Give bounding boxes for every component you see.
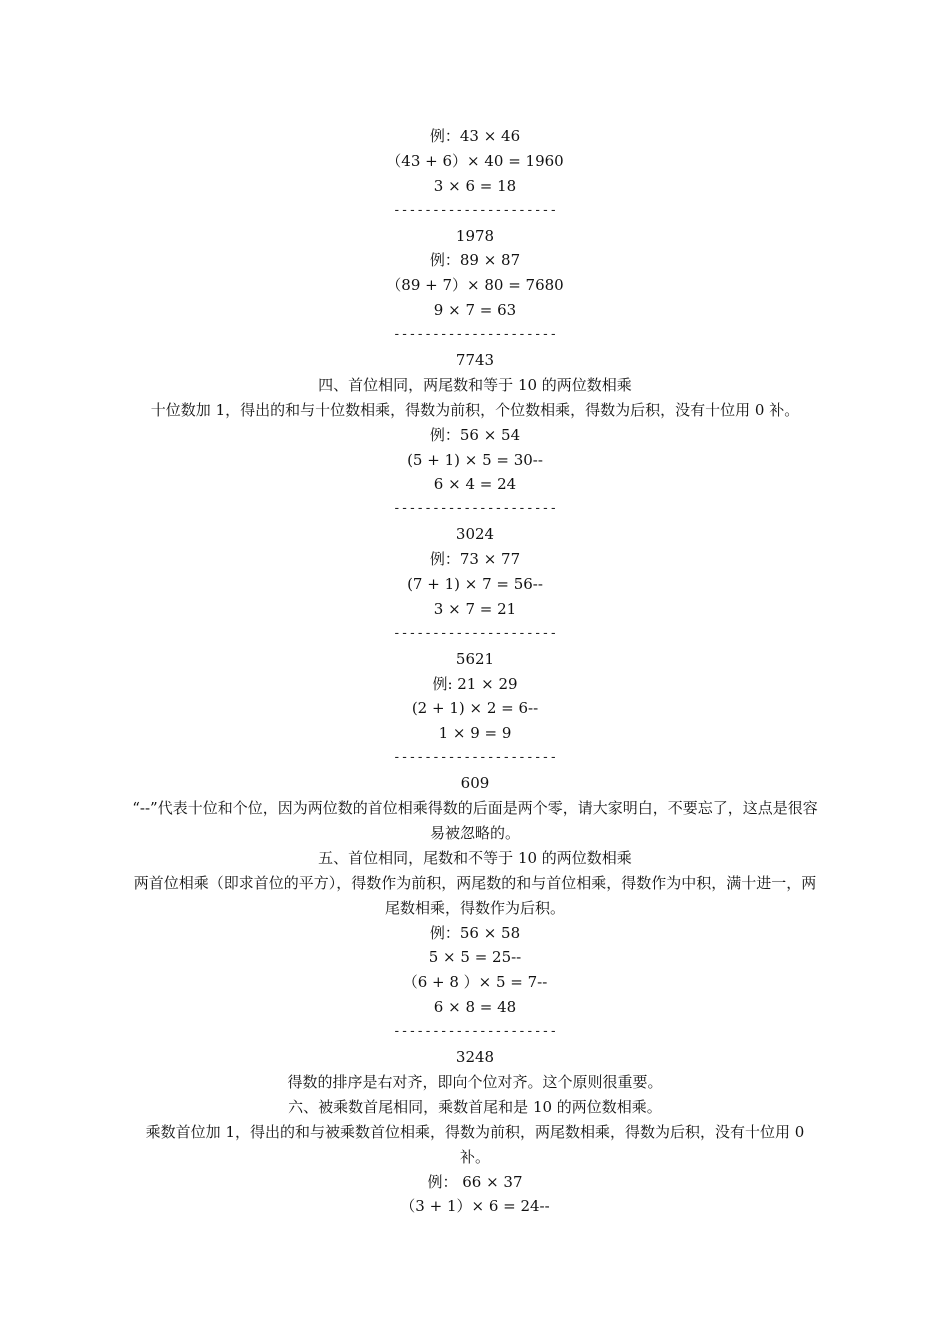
- note-line: 得数的排序是右对齐，即向个位对齐。这个原则很重要。: [287, 1072, 663, 1091]
- section-heading: 五、首位相同，尾数和不等于 10 的两位数相乘: [318, 848, 632, 867]
- divider-line: ---------------------: [392, 327, 558, 343]
- divider-line: ---------------------: [392, 202, 558, 218]
- rule-text: 十位数加 1，得出的和与十位数相乘，得数为前积，个位数相乘，得数为后积，没有十位用 0 补。: [150, 400, 800, 419]
- formula-line: （43 + 6）× 40 = 1960: [386, 151, 564, 170]
- example-line: 例：73 × 77: [429, 550, 521, 569]
- example-line: 例：56 × 54: [429, 425, 521, 444]
- formula-line: 6 × 4 = 24: [433, 475, 517, 494]
- note-paragraph: “--”代表十位和个位，因为两位数的首位相乘得数的后面是两个零，请大家明白，不要忘了，这点是很容易被忽略的。: [132, 799, 818, 842]
- result-line: 3248: [455, 1048, 495, 1067]
- formula-line: (5 + 1) × 5 = 30--: [407, 450, 543, 469]
- formula-line: 3 × 6 = 18: [433, 176, 517, 195]
- example-line: 例： 66 × 37: [427, 1172, 523, 1191]
- divider-line: ---------------------: [392, 625, 558, 641]
- example-line: 例：56 × 58: [429, 923, 521, 942]
- result-line: 1978: [455, 226, 495, 245]
- example-line: 例：89 × 87: [429, 251, 521, 270]
- formula-line: （6 + 8 ）× 5 = 7--: [402, 973, 548, 992]
- formula-line: 1 × 9 = 9: [438, 724, 512, 743]
- divider-line: ---------------------: [392, 1024, 558, 1040]
- example-line: 例：43 × 46: [429, 127, 521, 145]
- formula-line: （3 + 1）× 6 = 24--: [400, 1197, 550, 1216]
- formula-line: 6 × 8 = 48: [433, 998, 517, 1017]
- rule-text: 两首位相乘（即求首位的平方），得数作为前积，两尾数的和与首位相乘，得数作为中积，满十进一，两尾数相乘，得数作为后积。: [133, 873, 817, 917]
- document-body: [130, 124, 820, 1219]
- formula-line: 9 × 7 = 63: [433, 301, 517, 320]
- formula-line: （89 + 7）× 80 = 7680: [386, 276, 564, 295]
- divider-line: ---------------------: [392, 501, 558, 517]
- formula-line: 3 × 7 = 21: [433, 599, 517, 618]
- result-line: 3024: [455, 525, 495, 544]
- section-heading: 四、首位相同，两尾数和等于 10 的两位数相乘: [318, 375, 632, 394]
- result-line: 609: [460, 774, 490, 793]
- divider-line: ---------------------: [392, 750, 558, 766]
- formula-line: (2 + 1) × 2 = 6--: [411, 699, 539, 718]
- result-line: 5621: [455, 649, 495, 668]
- example-line: 例: 21 × 29: [432, 674, 518, 693]
- formula-line: 5 × 5 = 25--: [428, 948, 522, 967]
- formula-line: (7 + 1) × 7 = 56--: [407, 575, 543, 594]
- rule-text: 乘数首位加 1，得出的和与被乘数首位相乘，得数为前积，两尾数相乘，得数为后积，没有十位用 0 补。: [145, 1122, 805, 1166]
- section-heading: 六、被乘数首尾相同，乘数首尾和是 10 的两位数相乘。: [288, 1097, 662, 1116]
- result-line: 7743: [455, 351, 495, 370]
